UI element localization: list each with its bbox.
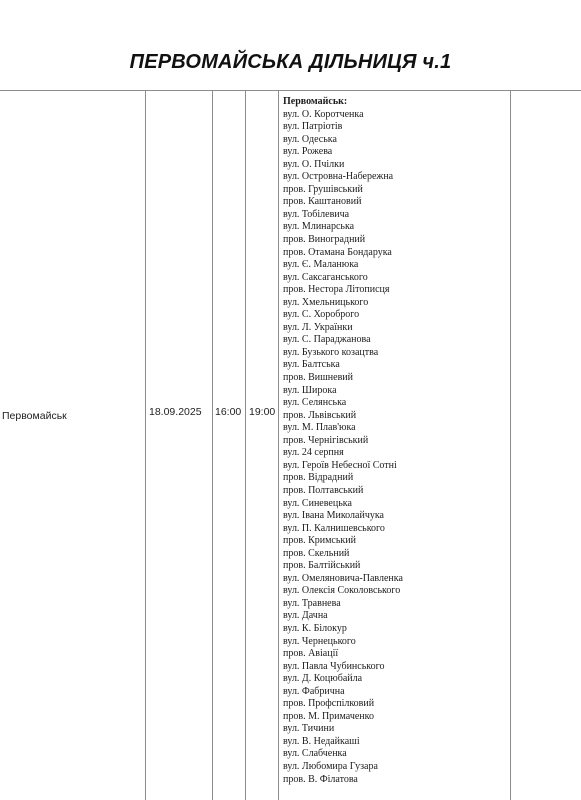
street-item: пров. Отамана Бондарука: [283, 246, 392, 258]
street-item: вул. Омеляновича-Павленка: [283, 572, 403, 584]
street-item: пров. Кримський: [283, 535, 356, 547]
column-divider: [510, 90, 511, 800]
street-item: вул. Л. Українки: [283, 321, 353, 333]
street-item: вул. Д. Коцюбайла: [283, 673, 363, 685]
street-item: вул. Балтська: [283, 359, 340, 371]
street-item: пров. Нестора Літописця: [283, 284, 390, 296]
streets-heading: Первомайськ:: [283, 96, 348, 107]
column-divider: [245, 90, 246, 800]
street-item: пров. Профспілковий: [283, 698, 375, 710]
street-item: пров. В. Філатова: [283, 773, 358, 785]
street-item: вул. О. Коротченка: [283, 108, 364, 120]
street-item: вул. 24 серпня: [283, 447, 344, 459]
street-item: вул. Селянська: [283, 397, 347, 409]
street-item: пров. Виноградний: [283, 234, 366, 246]
street-item: пров. Грушівський: [283, 183, 363, 195]
street-item: вул. Тобілевича: [283, 208, 350, 220]
street-item: вул. Рожева: [283, 146, 333, 158]
street-item: вул. Саксаганського: [283, 271, 368, 283]
street-item: пров. Львівський: [283, 409, 357, 421]
page-title: ПЕРВОМАЙСЬКА ДІЛЬНИЦЯ ч.1: [129, 51, 452, 73]
column-divider: [145, 90, 146, 800]
table-top-border: [0, 90, 581, 91]
street-item: вул. Фабрична: [283, 685, 345, 697]
street-item: вул. Слабченка: [283, 748, 347, 760]
street-item: пров. Балтійський: [283, 560, 361, 572]
street-item: вул. Млинарська: [283, 221, 355, 233]
street-item: вул. Синевецька: [283, 497, 352, 509]
time-start-cell: 16:00: [215, 406, 242, 418]
street-item: вул. Островна-Набережна: [283, 171, 394, 183]
street-item: вул. Любомира Гузара: [283, 760, 378, 772]
street-item: пров. Авіації: [283, 648, 339, 660]
street-item: вул. М. Плав'юка: [283, 422, 356, 434]
street-item: вул. Олексія Соколовського: [283, 585, 401, 597]
street-item: вул. В. Недайкаші: [283, 735, 360, 747]
street-list: [283, 109, 509, 787]
street-item: вул. Є. Маланюка: [283, 259, 359, 271]
street-item: пров. Полтавський: [283, 484, 364, 496]
street-item: вул. С. Параджанова: [283, 334, 371, 346]
streets-cell: [283, 96, 509, 786]
street-item: вул. Чернецького: [283, 635, 356, 647]
street-item: вул. Одеська: [283, 133, 337, 145]
street-item: вул. Павла Чубинського: [283, 660, 385, 672]
street-item: вул. Патріотів: [283, 121, 343, 133]
time-end-cell: 19:00: [249, 406, 276, 418]
street-item: вул. Дачна: [283, 610, 328, 622]
street-item: вул. Тичини: [283, 723, 335, 735]
street-item: вул. Хмельницького: [283, 296, 369, 308]
street-item: вул. Травнева: [283, 597, 341, 609]
street-item: пров. Скельний: [283, 547, 350, 559]
street-item: вул. Івана Миколайчука: [283, 510, 384, 522]
column-divider: [278, 90, 279, 800]
street-item: пров. Відрадний: [283, 472, 354, 484]
street-item: пров. Чернігівський: [283, 434, 369, 446]
column-divider: [212, 90, 213, 800]
street-item: пров. Вишневий: [283, 372, 354, 384]
street-item: вул. С. Хороброго: [283, 309, 360, 321]
street-item: вул. Героїв Небесної Сотні: [283, 459, 397, 471]
street-item: пров. М. Примаченко: [283, 710, 375, 722]
street-item: вул. О. Пчілки: [283, 158, 345, 170]
street-item: вул. Широка: [283, 384, 337, 396]
settlement-cell: Первомайськ: [2, 410, 67, 422]
street-item: вул. К. Білокур: [283, 622, 347, 634]
street-item: вул. П. Калнишевського: [283, 522, 385, 534]
date-cell: 18.09.2025: [149, 406, 202, 418]
street-item: вул. Бузького козацтва: [283, 346, 379, 358]
street-item: пров. Каштановий: [283, 196, 362, 208]
